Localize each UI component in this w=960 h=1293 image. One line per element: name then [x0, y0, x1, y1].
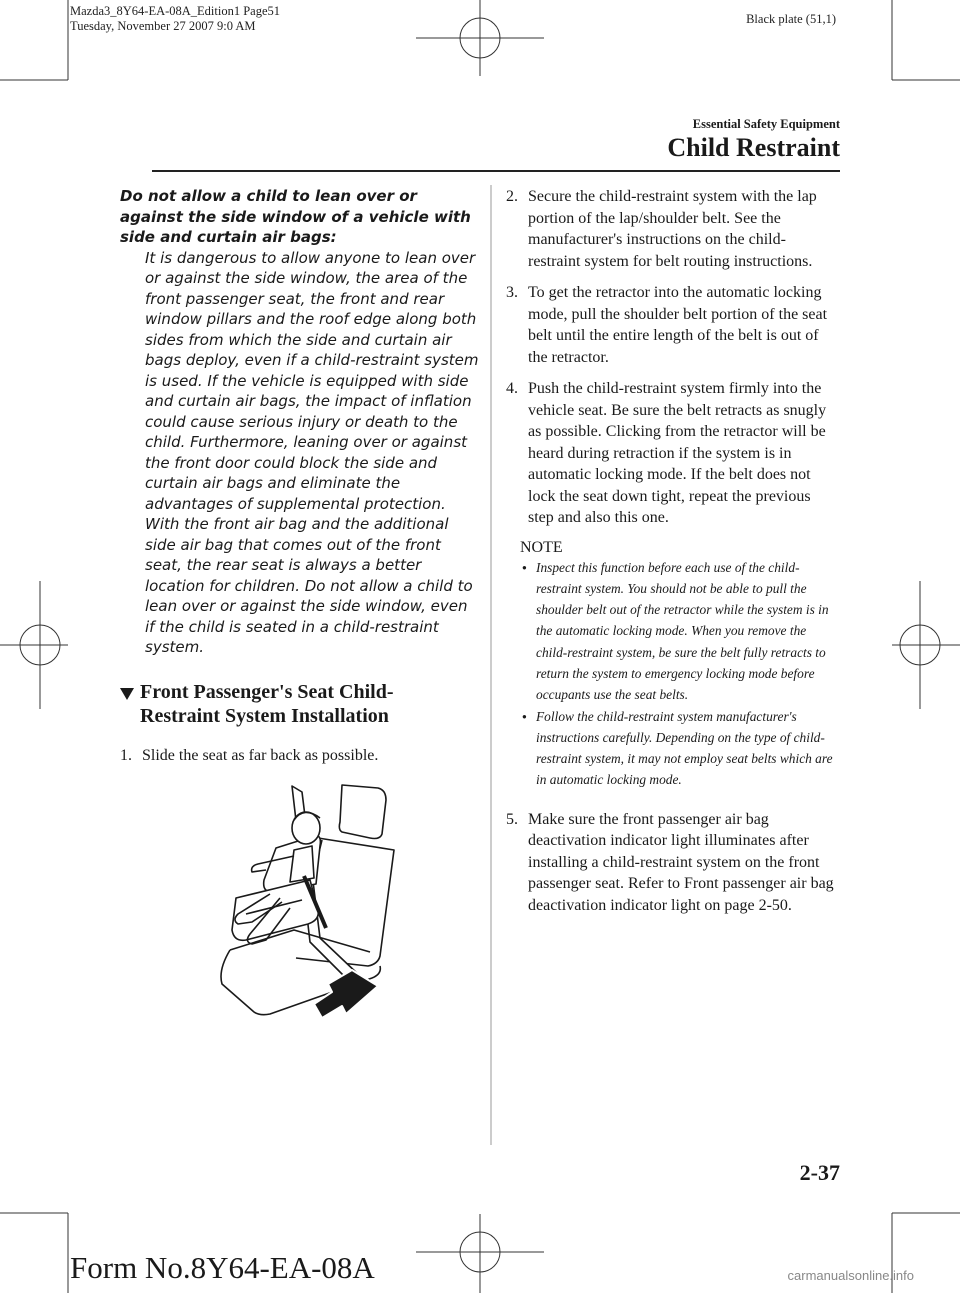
print-meta [70, 4, 280, 34]
step-text: To get the retractor into the automatic locking mode, pull the shoulder belt portion of the seat belt until the entire length of the belt is out of the retractor. [528, 284, 828, 366]
right-column [506, 186, 840, 916]
step-5 [506, 809, 840, 917]
warning-heading: Do not allow a child to lean over or against the side window of a vehicle with side and curtain air bags: [120, 187, 471, 246]
step-number: 5. [506, 810, 518, 828]
section-heading [120, 680, 480, 729]
step-number: 1. [120, 746, 132, 764]
step-text: Make sure the front passenger air bag deactivation indicator light illuminates after installing a child-restraint system on the front passenger seat. Refer to Front passenger air bag deactivation indicator light on page 2-50. [528, 810, 834, 914]
header-rule [152, 170, 840, 172]
step-2 [506, 186, 840, 272]
warning-block [120, 186, 480, 658]
note-label: NOTE [520, 538, 563, 556]
note-item: ● Follow the child-restraint system manufacturer's instructions carefully. Depending on the type of child-restraint system, it may not employ seat belts which are in automatic locking mode. [520, 706, 838, 791]
left-column [120, 186, 480, 1020]
form-number: Form No.8Y64-EA-08A [70, 1250, 375, 1285]
note-list [520, 557, 838, 791]
print-meta-line1: Mazda3_8Y64-EA-08A_Edition1 Page51 [70, 4, 281, 18]
page-title: Child Restraint [667, 133, 840, 162]
warning-body: It is dangerous to allow anyone to lean over or against the side window, the area of the front passenger seat, the front and rear window pillars and the roof edge along both sides from which the side and curtain air bags deploy, even if a child-restraint system is used. If the vehicle is equipped with side and curtain air bags, the impact of inflation could cause serious injury or death to the child. Furthermore, leaning over or against the front door could block the side and curtain air bags and eliminate the advantages of supplemental protection. With the front air bag and the additional side air bag that comes out of the front seat, the rear seat is always a better location for children. Do not allow a child to lean over or against the side window, even if the child is seated in a child-restraint system. [145, 248, 479, 656]
section-title: Front Passenger's Seat Child-Restraint System Installation [140, 680, 394, 727]
step-number: 3. [506, 284, 518, 301]
step-text: Slide the seat as far back as possible. [142, 746, 379, 764]
header-section: Essential Safety Equipment [692, 117, 840, 131]
step-number: 4. [506, 380, 518, 397]
note-item: ● Inspect this function before each use of the child-restraint system. You should not be able to pull the shoulder belt out of the retractor while the system is in the automatic locking mode. When you remove the child-restraint system, be sure the belt fully retracts to return the system to emergency locking mode before occupants use the seat belts. [520, 557, 838, 706]
print-meta-line2: Tuesday, November 27 2007 9:0 AM [70, 19, 256, 33]
step-4 [506, 378, 840, 529]
step-text: Secure the child-restraint system with the lap portion of the lap/shoulder belt. See the manufacturer's instructions on the child-restraint system for belt routing instructions. [528, 188, 817, 270]
step-1 [120, 745, 480, 767]
step-text: Push the child-restraint system firmly into the vehicle seat. Be sure the belt retracts as snugly as possible. Clicking from the retractor will be heard during retraction if the system is in automatic locking mode. If the belt does not lock the seat down tight, repeat the previous step and also this one. [528, 380, 827, 526]
step-3 [506, 282, 840, 368]
plate-label: Black plate (51,1) [746, 12, 836, 26]
child-seat-illustration [210, 780, 400, 1020]
page-number: 2-37 [799, 1160, 840, 1185]
watermark: carmanualsonline.info [787, 1268, 914, 1283]
triangle-marker-icon [120, 680, 140, 729]
step-number: 2. [506, 188, 518, 205]
